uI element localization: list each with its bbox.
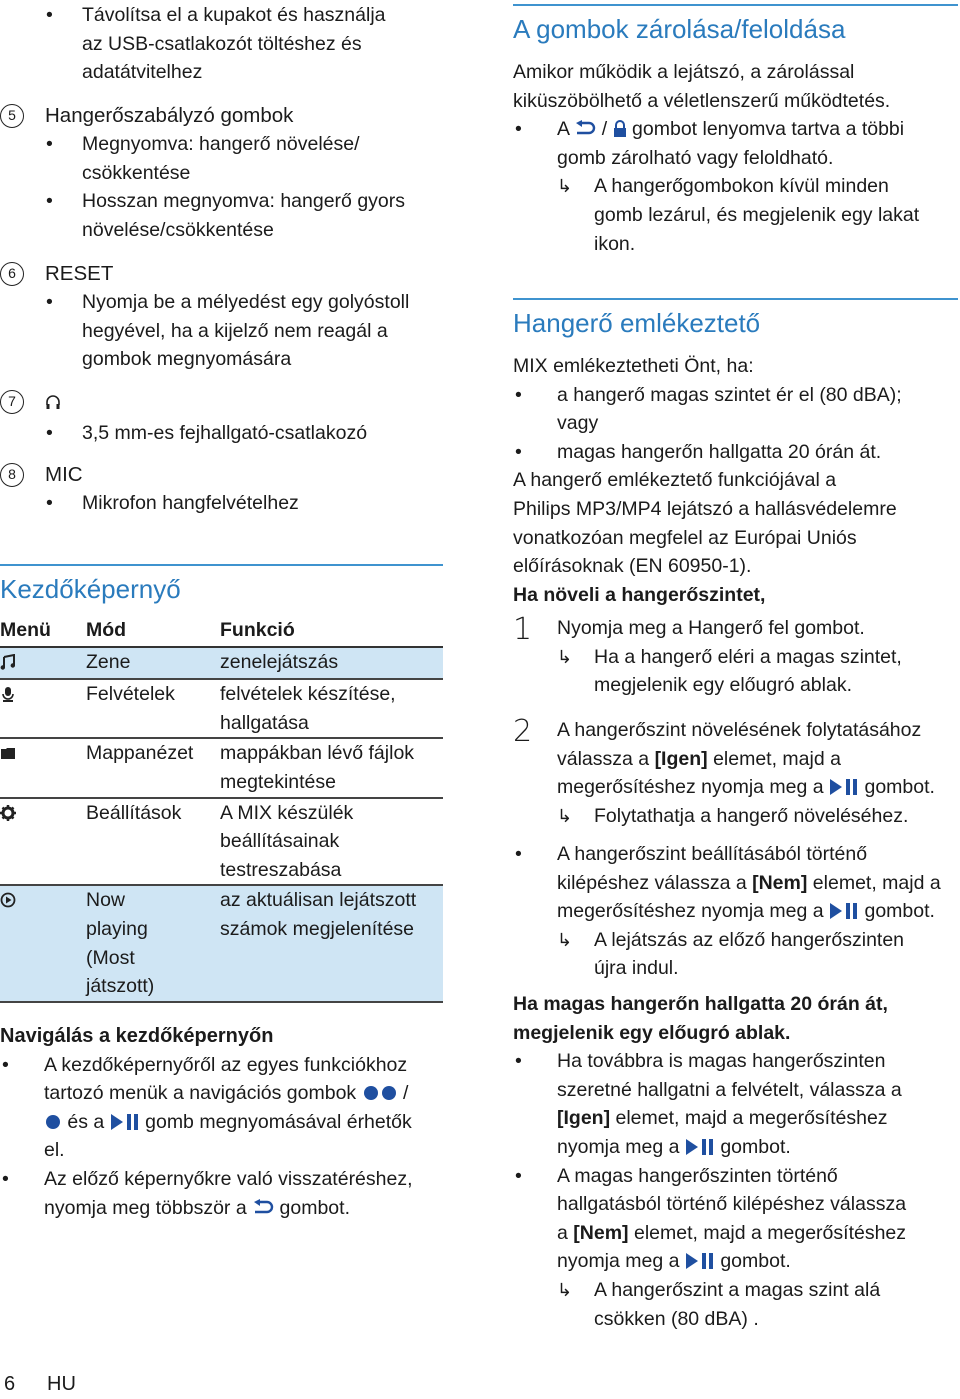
microphone-icon: [0, 686, 16, 702]
volume-reminder-section: MIX emlékeztetheti Önt, ha: • a hangerő magas szintet ér el (80 dBA); vagy • magas hangerőn hallgatta 20 órán át. A hangerő emlékeztető funkciójával a Philips MP3/MP4 lejátszó a hallásvédelemre vonatkozóan megfelel az Európai Uniós előírásoknak (EN 60950-1). Ha növeli a hangerőszintet,: [513, 352, 958, 609]
nav-up-button-icon: [364, 1086, 378, 1100]
intro-bullet: • Távolítsa el a kupakot és használja az USB-csatlakozót töltéshez és adatátvitelhez: [0, 1, 445, 87]
table-header: Menü Mód Funkció: [0, 614, 443, 647]
language-code: HU: [47, 1373, 76, 1395]
item-8: 8 MIC • Mikrofon hangfelvételhez: [0, 460, 445, 518]
table-row: Beállítások A MIX készülék beállításainak testreszabása: [0, 798, 443, 886]
item-7: 7 • 3,5 mm-es fejhallgató-csatlakozó: [0, 387, 445, 448]
lock-section-title: A gombok zárolása/feloldása: [513, 4, 958, 46]
menu-table: [0, 614, 443, 1003]
item-6: 6 RESET • Nyomja be a mélyedést egy golyóstoll hegyével, ha a kijelző nem reagál a gombok megnyomására: [0, 259, 445, 374]
navigation-section: Navigálás a kezdőképernyőn • A kezdőképernyőről az egyes funkciókhoz tartozó menük a navigációs gombok / és a gomb megnyomásával érhetők el. • Az előző képernyőkre való visszatéréshez, nyomja meg többször a gombot.: [0, 1022, 445, 1222]
item-title: Hangerőszabályzó gombok: [45, 104, 294, 127]
number-badge: 5: [0, 104, 24, 128]
table-row: Mappanézet mappákban lévő fájlok megtekintése: [0, 738, 443, 797]
step-1: 1 Nyomja meg a Hangerő fel gombot. ↳ Ha a hangerő eléri a magas szintet, megjelenik egy előugró ablak.: [513, 614, 958, 700]
now-playing-icon: [0, 892, 16, 908]
music-note-icon: [0, 654, 16, 670]
play-pause-icon: [110, 1113, 140, 1131]
exit-bullet: • A hangerőszint beállításából történő kilépéshez válassza a [Nem] elemet, majd a megerősítéshez nyomja meg a gombot. ↳ A lejátszás az előző hangerőszinten újra indul.: [513, 840, 958, 983]
nav-down-button-icon: [382, 1086, 396, 1100]
number-badge: 6: [0, 262, 24, 286]
table-row: Zene zenelejátszás: [0, 647, 443, 680]
item-5: 5 Hangerőszabályzó gombok • Megnyomva: hangerő növelése/ csökkentése • Hosszan megnyomva: hangerő gyors növelése/csökkentése: [0, 101, 445, 244]
step-2: 2 A hangerőszint növelésének folytatásához válassza a [Igen] elemet, majd a megerősítéshez nyomja meg a gombot. ↳ Folytathatja a hangerő növeléséhez.: [513, 716, 958, 830]
high-volume-section: Ha magas hangerőn hallgatta 20 órán át, megjelenik egy előugró ablak. • Ha továbbra is magas hangerőszinten szeretné hallgatni a felvételt, válassza a [Igen] elemet, majd a megerősítéshez nyomja meg a gombot. • A magas hangerőszinten történő hallgatásból történő kilépéshez válassza a [Nem] elemet, majd a megerősítéshez nyomja meg a gombot. ↳ A hangerőszint a magas szint alá csökken (80 dBA) .: [513, 990, 958, 1333]
item-title: MIC: [45, 463, 83, 486]
lock-icon: [613, 120, 627, 138]
number-badge: 7: [0, 390, 24, 414]
volume-reminder-title: Hangerő emlékeztető: [513, 298, 958, 340]
table-row: Felvételek felvételek készítése, hallgatása: [0, 679, 443, 738]
gear-icon: [0, 805, 16, 821]
navigation-title: Navigálás a kezdőképernyőn: [0, 1025, 274, 1047]
back-icon: [252, 1199, 274, 1217]
page-number: 6: [4, 1373, 16, 1395]
headphones-icon: [45, 394, 61, 410]
back-icon: [574, 120, 596, 138]
play-pause-icon: [829, 902, 859, 920]
home-screen-title: Kezdőképernyő: [0, 564, 443, 606]
number-badge: 8: [0, 463, 24, 487]
table-row: Now playing (Most játszott) az aktuálisan lejátszott számok megjelenítése: [0, 885, 443, 1001]
play-pause-icon: [685, 1252, 715, 1270]
nav-side-button-icon: [46, 1115, 60, 1129]
play-pause-icon: [829, 778, 859, 796]
play-pause-icon: [685, 1138, 715, 1156]
folder-icon: [0, 745, 16, 761]
lock-section: Amikor működik a lejátszó, a zárolással kiküszöbölhető a véletlenszerű működtetés. • A / gombot lenyomva tartva a többi gomb zárolható vagy feloldható. ↳ A hangerőgombokon kívül minden gomb lezárul, és megjelenik egy lakat ikon.: [513, 58, 958, 258]
item-title: RESET: [45, 262, 114, 285]
